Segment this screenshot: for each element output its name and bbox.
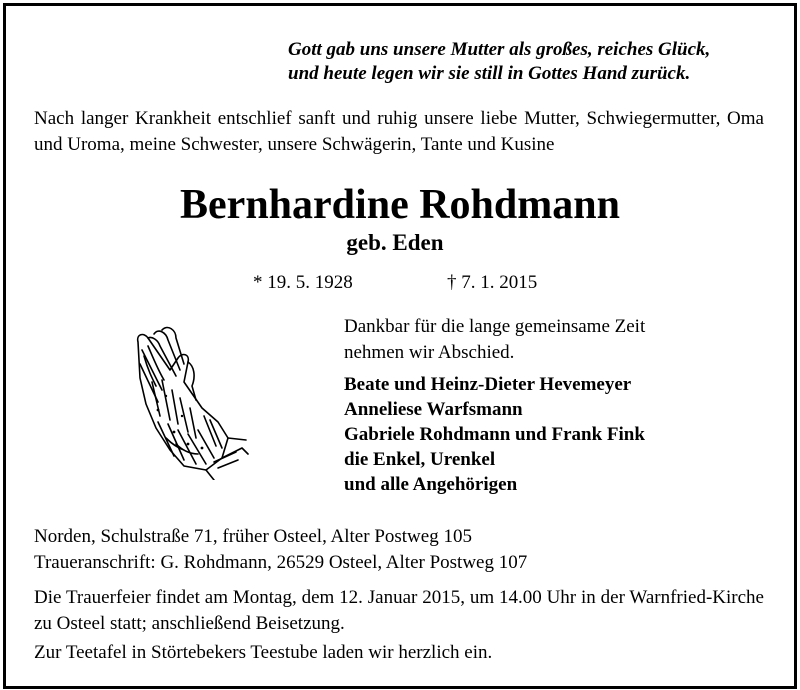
verse <box>288 38 710 86</box>
address-line-1: Norden, Schulstraße 71, früher Osteel, Alter Postweg 105 <box>34 526 472 547</box>
praying-hands-icon <box>118 320 253 480</box>
mourners-list <box>344 372 645 497</box>
verse-line-2: und heute legen wir sie still in Gottes Hand zurück. <box>288 63 691 84</box>
address-line-2: Traueranschrift: G. Rohdmann, 26529 Osteel, Alter Postweg 107 <box>34 552 528 573</box>
funeral-info: Die Trauerfeier findet am Montag, dem 12. Januar 2015, um 14.00 Uhr in der Warnfried-Kirche zu Osteel statt; anschließend Beisetzung. <box>34 587 764 634</box>
thanks-text <box>344 314 645 366</box>
thanks-line-2: nehmen wir Abschied. <box>344 342 515 363</box>
intro-text: Nach langer Krankheit entschlief sanft und ruhig unsere liebe Mutter, Schwiegermutter, Oma und Uroma, meine Schwester, unsere Schwägerin, Tante und Kusine <box>34 108 764 155</box>
birth-date: * 19. 5. 1928 <box>253 272 353 293</box>
death-date: † 7. 1. 2015 <box>447 272 538 293</box>
tea-invitation: Zur Teetafel in Störtebekers Teestube laden wir herzlich ein. <box>34 642 493 663</box>
mourner-entry: Anneliese Warfsmann <box>344 399 523 420</box>
mourner-entry: Beate und Heinz-Dieter Hevemeyer <box>344 374 632 395</box>
verse-line-1: Gott gab uns unsere Mutter als großes, reiches Glück, <box>288 39 711 60</box>
mourner-entry: und alle Angehörigen <box>344 474 518 495</box>
mourner-entry: Gabriele Rohdmann und Frank Fink <box>344 424 645 445</box>
mourner-entry: die Enkel, Urenkel <box>344 449 496 470</box>
maiden-name: geb. Eden <box>346 230 444 255</box>
thanks-line-1: Dankbar für die lange gemeinsame Zeit <box>344 316 646 337</box>
deceased-name: Bernhardine Rohdmann <box>180 182 620 228</box>
address-block <box>34 524 527 576</box>
